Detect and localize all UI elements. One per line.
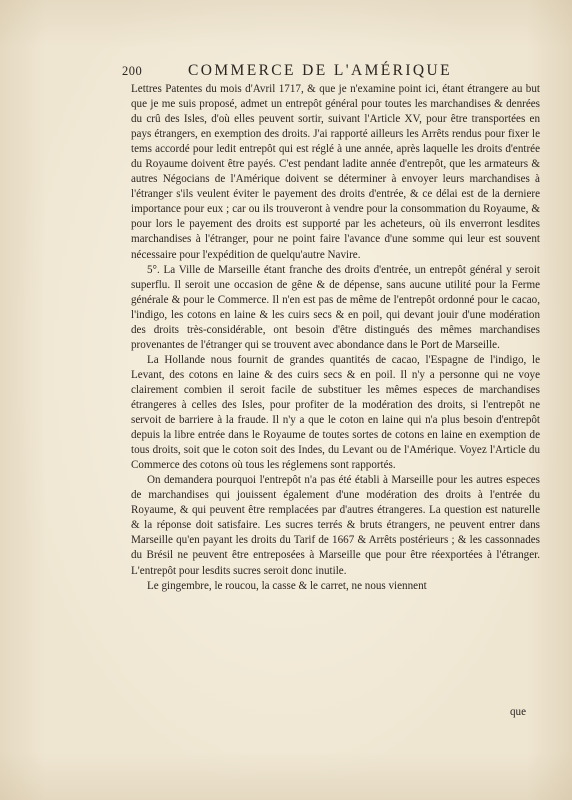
running-title: COMMERCE DE L'AMÉRIQUE: [188, 62, 452, 79]
running-head: [122, 62, 542, 82]
catchword: que: [510, 706, 527, 718]
paragraph-question: On demandera pourquoi l'entrepôt n'a pas été établi à Marseille pour les autres especes de marchandises qui jouissent également d'une modération des droits à l'entrée du Royaume, & qui peuvent être remplacées par d'autres étrangeres. La question est naturelle & la réponse doit satisfaire. Les sucres terrés & bruts étrangers, ne peuvent entrer dans Marseille qu'en payant les droits du Tarif de 1667 & Arrêts postérieurs ; & les cassonnades du Brésil ne peuvent être entreposées à Marseille que pour être réexportées à l'étranger. L'entrepôt pour lesdits sucres seroit donc inutile.: [131, 474, 540, 577]
body-text: [131, 82, 540, 594]
page-number: 200: [122, 64, 143, 78]
paragraph-continued: Lettres Patentes du mois d'Avril 1717, & que je n'examine point ici, étant étrangere au but que je me suis proposé, admet un entrepôt général pour toutes les marchandises & denrées du crû des Isles, d'où elles peuvent sortir, suivant l'Article XV, pour être transportées en pays étrangers, en exemption des droits. J'ai rapporté ailleurs les Arrêts rendus pour fixer le tems accordé pour ledit entrepôt qui est réglé à une année, après laquelle les droits d'entrée du Royaume doivent être payés. C'est pendant ladite année d'entrepôt, que les armateurs & autres Négocians de l'Amérique doivent se déterminer à envoyer leurs marchandises à l'étranger s'ils veulent éviter le payement des droits d'entrée, & ce délai est de la derniere importance pour eux ; car ou ils trouveront à vendre pour la consommation du Royaume, & pour lors le payement des droits est supporté par les acheteurs, où ils enverront lesdites marchandises à l'étranger, pour ne point faire l'avance d'une somme qui leur est souvent nécessaire pour l'expédition de quelqu'autre Navire.: [131, 83, 540, 261]
paragraph-marseille: 5°. La Ville de Marseille étant franche des droits d'entrée, un entrepôt général y seroit superflu. Il seroit une occasion de gêne & de dépense, sans aucune utilité pour la Ferme générale & pour le Commerce. Il n'en est pas de même de l'entrepôt ordonné pour le cacao, l'indigo, les cotons en laine & les cuirs secs & en poil, qui devant jouir d'une modération des droits très-considérable, ont besoin d'être distingués des mêmes marchandises provenantes de l'étranger qui se trouvent avec abondance dans le Port de Marseille.: [131, 263, 540, 351]
paragraph-gingembre: Le gingembre, le roucou, la casse & le carret, ne nous viennent: [147, 579, 427, 592]
paragraph-hollande: La Hollande nous fournit de grandes quantités de cacao, l'Espagne de l'indigo, le Levant, des cotons en laine & des cuirs secs & en poil. Il n'y a personne qui ne voye clairement combien il seroit facile de substituer les mêmes especes de marchandises étrangeres à celles des Isles, pour profiter de la modération des droits, si l'entrepôt ne servoit de barriere à la fraude. Il n'y a que le coton en laine qui n'a plus besoin d'entrepôt depuis la libre entrée dans le Royaume de toutes sortes de cotons en laine en exemption de tous droits, soit que le coton soit des Indes, du Levant ou de l'Amérique. Voyez l'Article du Commerce des cotons où tous les réglemens sont rapportés.: [131, 353, 540, 472]
